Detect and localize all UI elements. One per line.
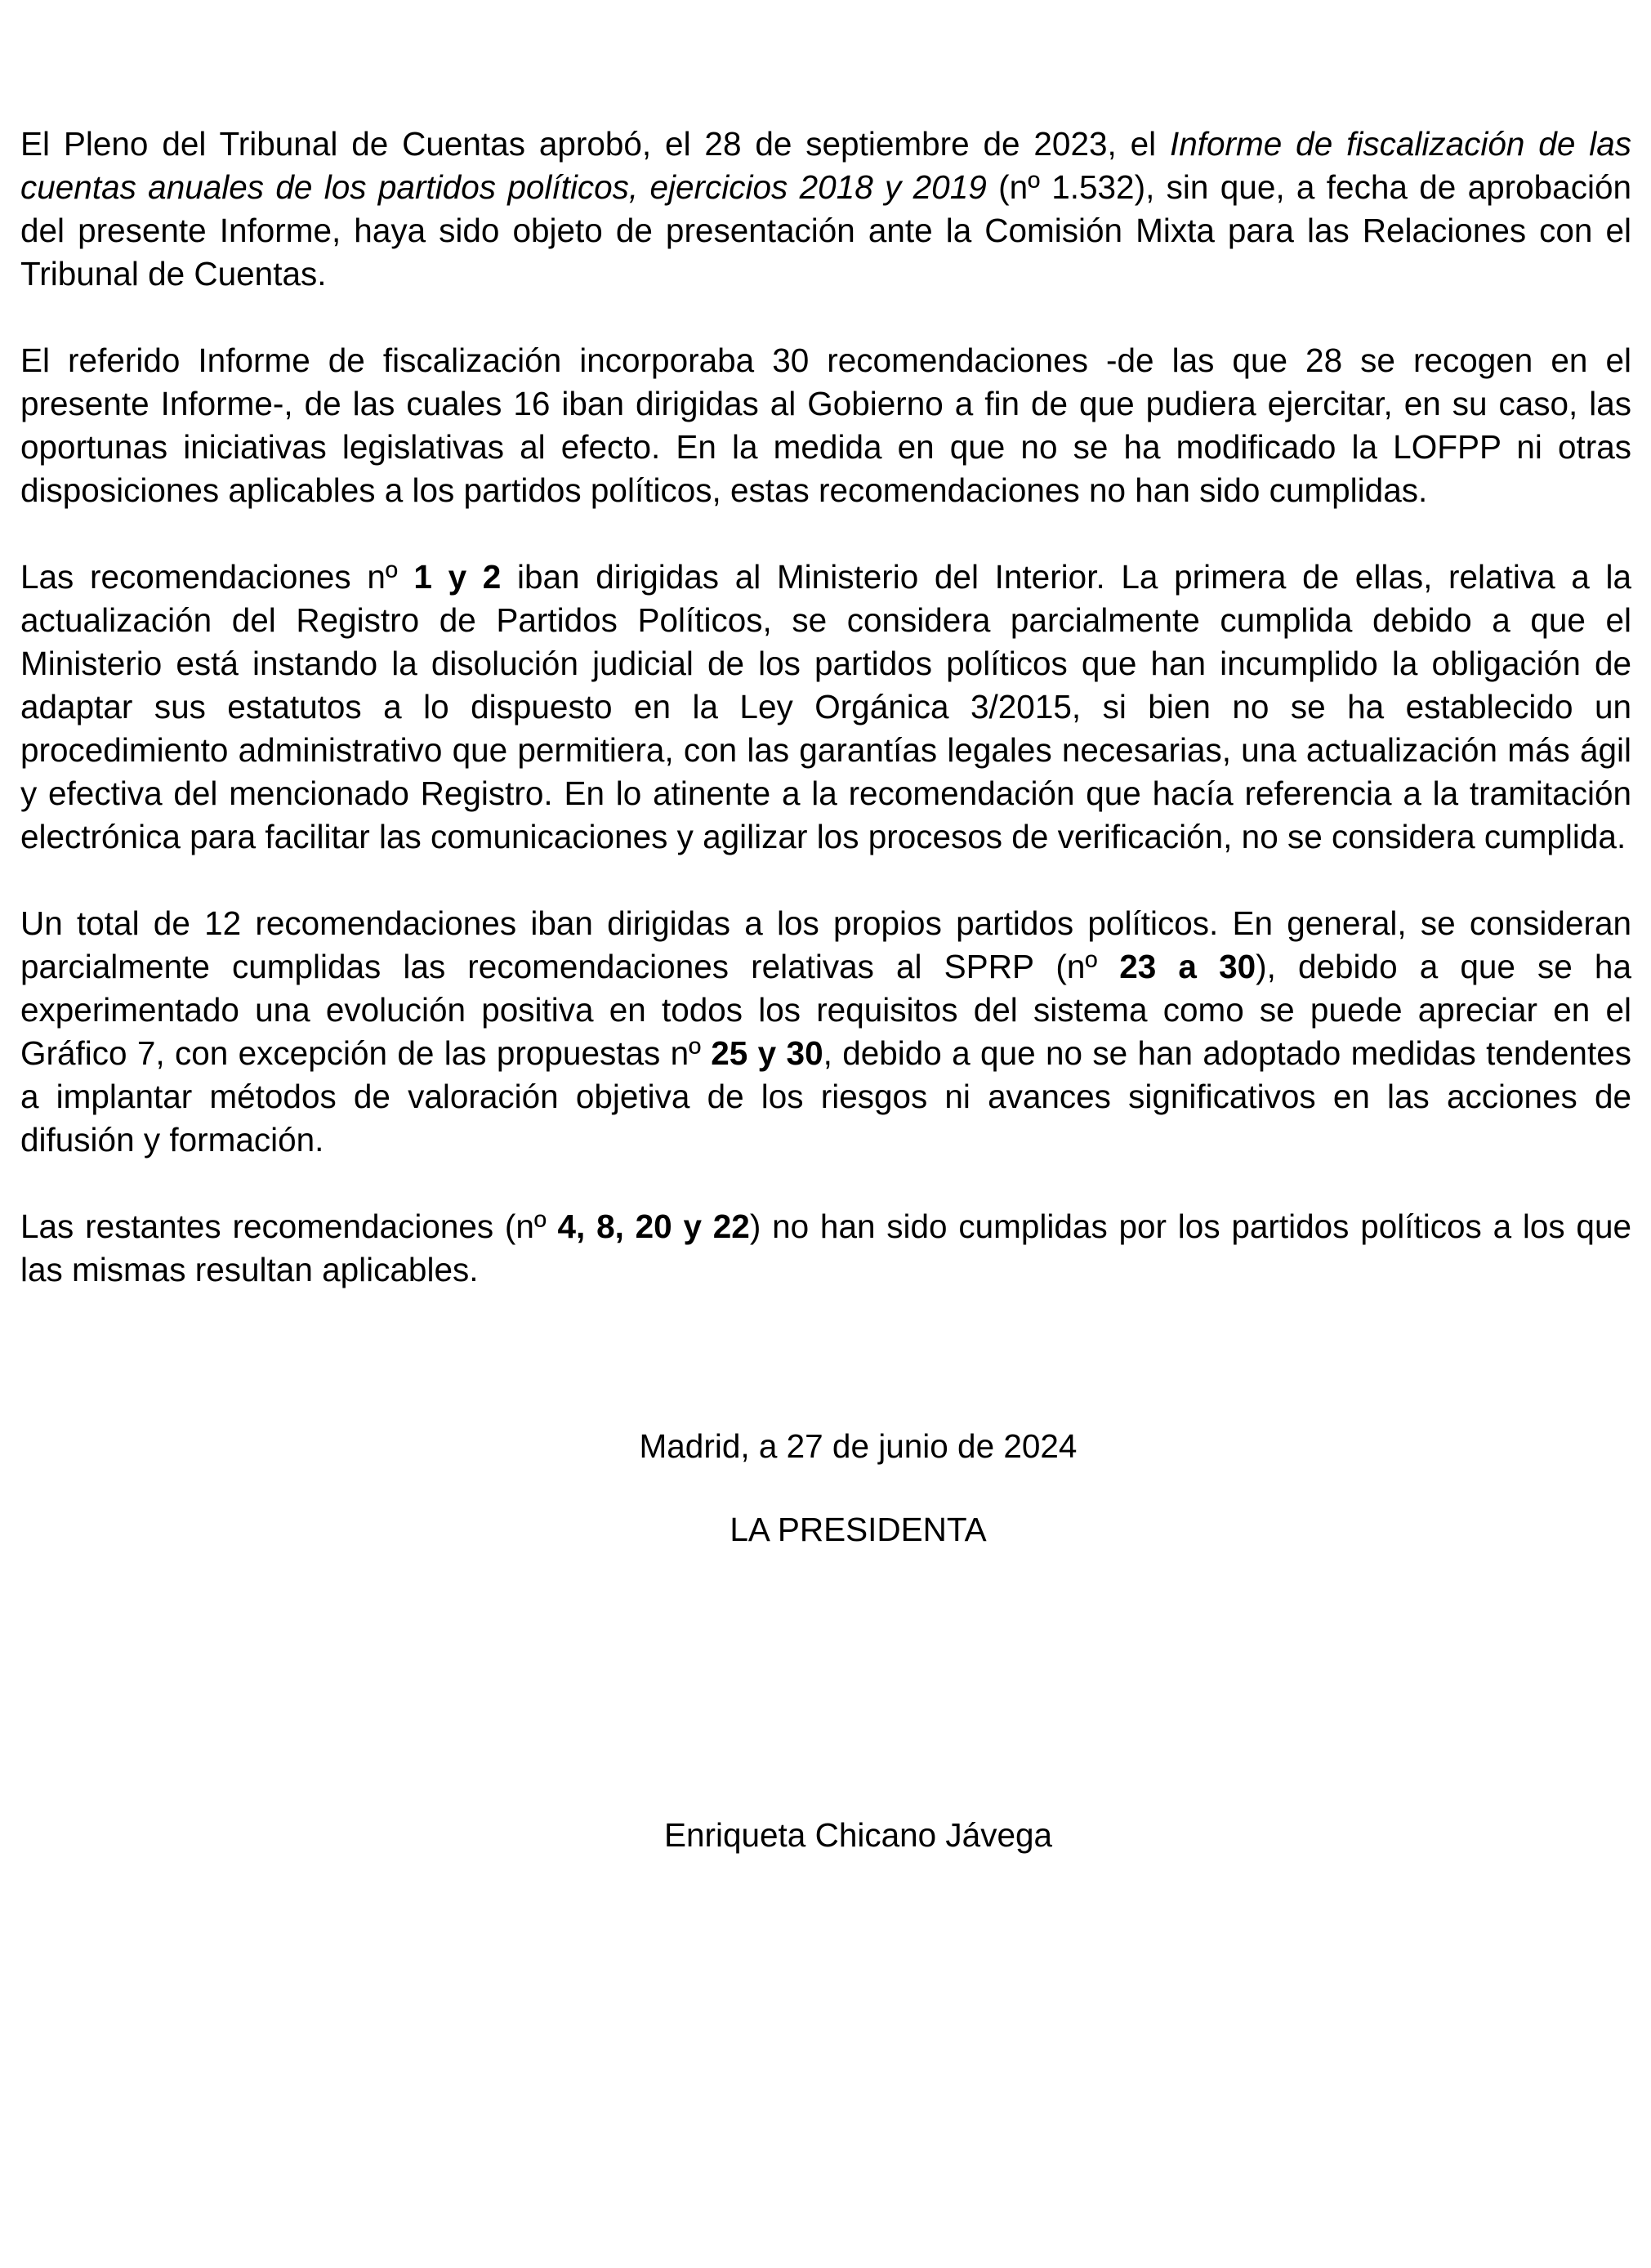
- text-segment-italic: Informe de fiscalización de las cuentas anuales de los partidos políticos, ejercicios 2018 y 2019: [20, 125, 1631, 206]
- text-segment: Las recomendaciones nº: [20, 558, 414, 596]
- paragraph-2: [20, 339, 1631, 512]
- text-segment: iban dirigidas al Ministerio del Interior. La primera de ellas, relativa a la actualización del Registro de Partidos Políticos, se considera parcialmente cumplida debido a que el Ministerio está instando la disolución judicial de los partidos políticos que han incumplido la obligación de adaptar sus estatutos a lo dispuesto en la Ley Orgánica 3/2015, si bien no se ha establecido un procedimiento administrativo que permitiera, con las garantías legales necesarias, una actualización más ágil y efectiva del mencionado Registro. En lo atinente a la recomendación que hacía referencia a la tramitación electrónica para facilitar las comunicaciones y agilizar los procesos de verificación, no se considera cumplida.: [20, 558, 1631, 855]
- paragraph-3: [20, 556, 1631, 859]
- text-segment-bold: 23 a 30: [1119, 948, 1256, 985]
- closing-date: Madrid, a 27 de junio de 2024: [639, 1427, 1078, 1465]
- text-segment: , debido a que no se han adoptado medidas tendentes a implantar métodos de valoración objetiva de los riesgos ni avances significativos en las acciones de difusión y formación.: [20, 1034, 1631, 1159]
- signatory-role: LA PRESIDENTA: [730, 1511, 987, 1548]
- text-segment: Un total de 12 recomendaciones iban dirigidas a los propios partidos políticos. En general, se consideran parcialmente cumplidas las recomendaciones relativas al SPRP (nº: [20, 904, 1631, 985]
- text-segment-bold: 4, 8, 20 y 22: [557, 1208, 750, 1245]
- text-segment-bold: 1 y 2: [413, 558, 502, 596]
- text-segment: ) no han sido cumplidas por los partidos políticos a los que las mismas resultan aplicables.: [20, 1208, 1632, 1288]
- signatory-name: Enriqueta Chicano Jávega: [663, 1816, 1053, 1854]
- text-segment: ), debido a que se ha experimentado una evolución positiva en todos los requisitos del sistema como se puede apreciar en el Gráfico 7, con excepción de las propuestas nº: [20, 948, 1631, 1072]
- text-segment: (nº 1.532), sin que, a fecha de aprobación del presente Informe, haya sido objeto de presentación ante la Comisión Mixta para las Relaciones con el Tribunal de Cuentas.: [20, 168, 1631, 292]
- document-body: [20, 123, 1631, 1335]
- text-segment-bold: 25 y 30: [711, 1034, 823, 1072]
- paragraph-1: [20, 123, 1631, 296]
- text-segment: Las restantes recomendaciones (nº: [20, 1208, 558, 1245]
- paragraph-5: [20, 1205, 1631, 1292]
- text-segment: El referido Informe de fiscalización incorporaba 30 recomendaciones -de las que 28 se recogen en el presente Informe-, de las cuales 16 iban dirigidas al Gobierno a fin de que pudiera ejercitar, en su caso, las oportunas iniciativas legislativas al efecto. En la medida en que no se ha modificado la LOFPP ni otras disposiciones aplicables a los partidos políticos, estas recomendaciones no han sido cumplidas.: [20, 342, 1631, 509]
- text-segment: El Pleno del Tribunal de Cuentas aprobó, el 28 de septiembre de 2023, el: [20, 125, 1170, 163]
- paragraph-4: [20, 902, 1631, 1162]
